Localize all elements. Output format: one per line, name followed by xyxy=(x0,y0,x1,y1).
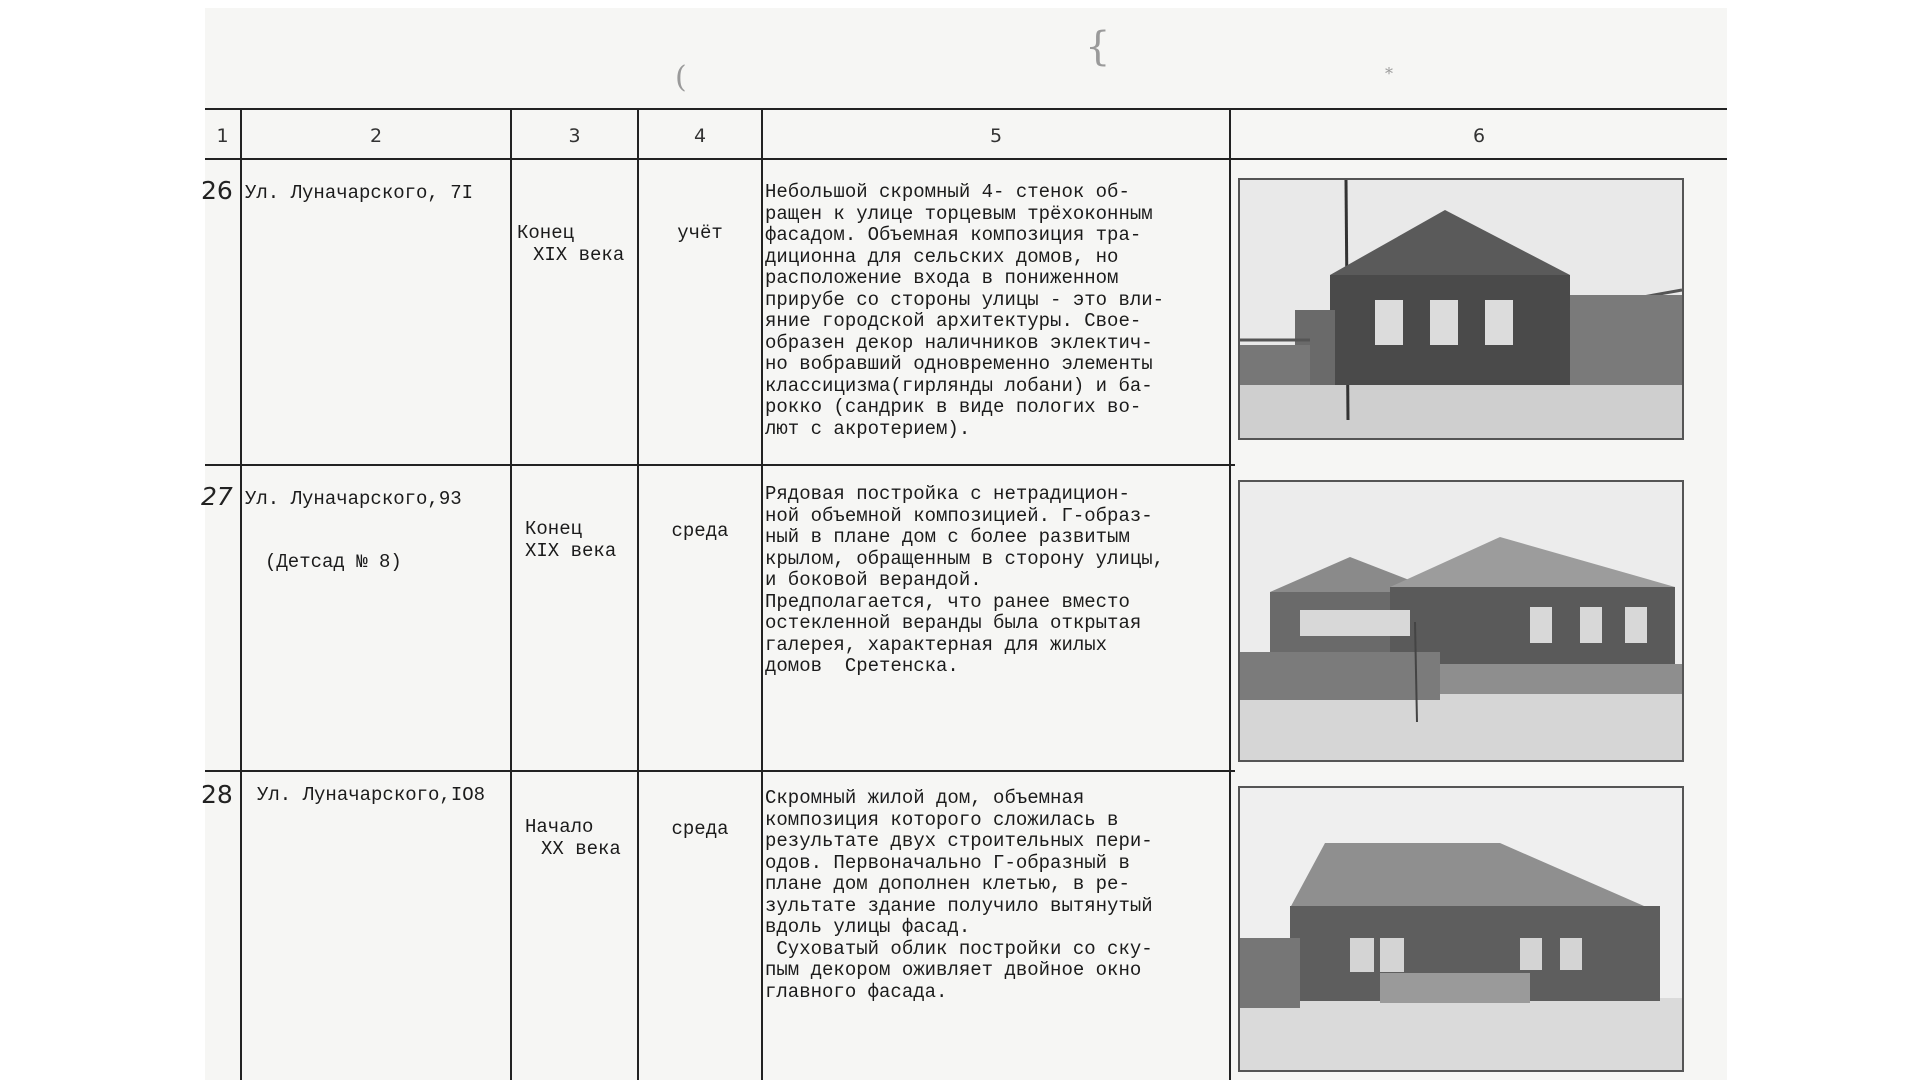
row-description: Рядовая постройка с нетрадицион- ной объемной композицией. Г-образ- ный в плане дом с более развитым крылом, обращенным в сторону улицы, и боковой верандой. Предполагается, что ранее вместо остекленной веранды была открытая галерея, характерная для жилых домов Сретенска. xyxy=(765,483,1165,677)
row-number: 27 xyxy=(201,482,233,511)
column-header-5: 5 xyxy=(989,125,1003,147)
era-line-2: XIX века xyxy=(525,540,617,562)
column-header-1: 1 xyxy=(216,125,229,147)
scan-mark: { xyxy=(1085,24,1111,70)
row-address: Ул. Луначарского,IO8 xyxy=(257,784,486,806)
row-address: Ул. Луначарского,93 xyxy=(245,488,462,510)
row-era xyxy=(523,816,643,860)
row-status: учёт xyxy=(677,222,723,244)
column-header-6: 6 xyxy=(1472,125,1486,147)
house-photo xyxy=(1238,178,1684,440)
row-status: среда xyxy=(671,818,729,840)
era-line-1: Начало xyxy=(525,816,594,838)
row-era xyxy=(523,518,643,562)
column-header-4: 4 xyxy=(693,125,707,147)
era-line-1: Конец xyxy=(525,518,583,540)
era-line-2: XIX века xyxy=(533,244,625,266)
row-era xyxy=(515,222,635,266)
row-address-note: (Детсад № 8) xyxy=(265,551,402,573)
scan-mark: * xyxy=(1385,64,1393,83)
house-photo xyxy=(1238,786,1684,1072)
column-header-2: 2 xyxy=(369,125,383,147)
house-photo xyxy=(1238,480,1684,762)
era-line-1: Конец xyxy=(517,222,575,244)
row-description: Небольшой скромный 4- стенок об- ращен к улице торцевым трёхоконным фасадом. Объемная композиция тра- диционна для сельских домов, но расположение входа в пониженном прирубе со стороны улицы - это вли- яние городской архитектуры. Свое- образен декор наличников эклектич- но вобравший одновременно элементы классицизма(гирлянды лобани) и ба- рокко (сандрик в виде пологих во- лют с акротерием). xyxy=(765,181,1165,440)
scan-mark: ( xyxy=(675,60,687,95)
row-description: Скромный жилой дом, объемная композиция которого сложилась в результате двух строительных пери- одов. Первоначально Г-образный в плане дом дополнен клетью, в ре- зультате здание получило вытянутый вдоль улицы фасад. Суховатый облик постройки со ску- пым декором оживляет двойное окно главного фасада. xyxy=(765,787,1153,1003)
row-address: Ул. Луначарского, 7I xyxy=(245,182,474,204)
document-page xyxy=(201,8,1727,1080)
row-status: среда xyxy=(671,520,729,542)
row-number: 26 xyxy=(201,176,233,205)
column-header-3: 3 xyxy=(568,125,581,147)
era-line-2: XX века xyxy=(541,838,621,860)
row-number: 28 xyxy=(201,780,233,809)
